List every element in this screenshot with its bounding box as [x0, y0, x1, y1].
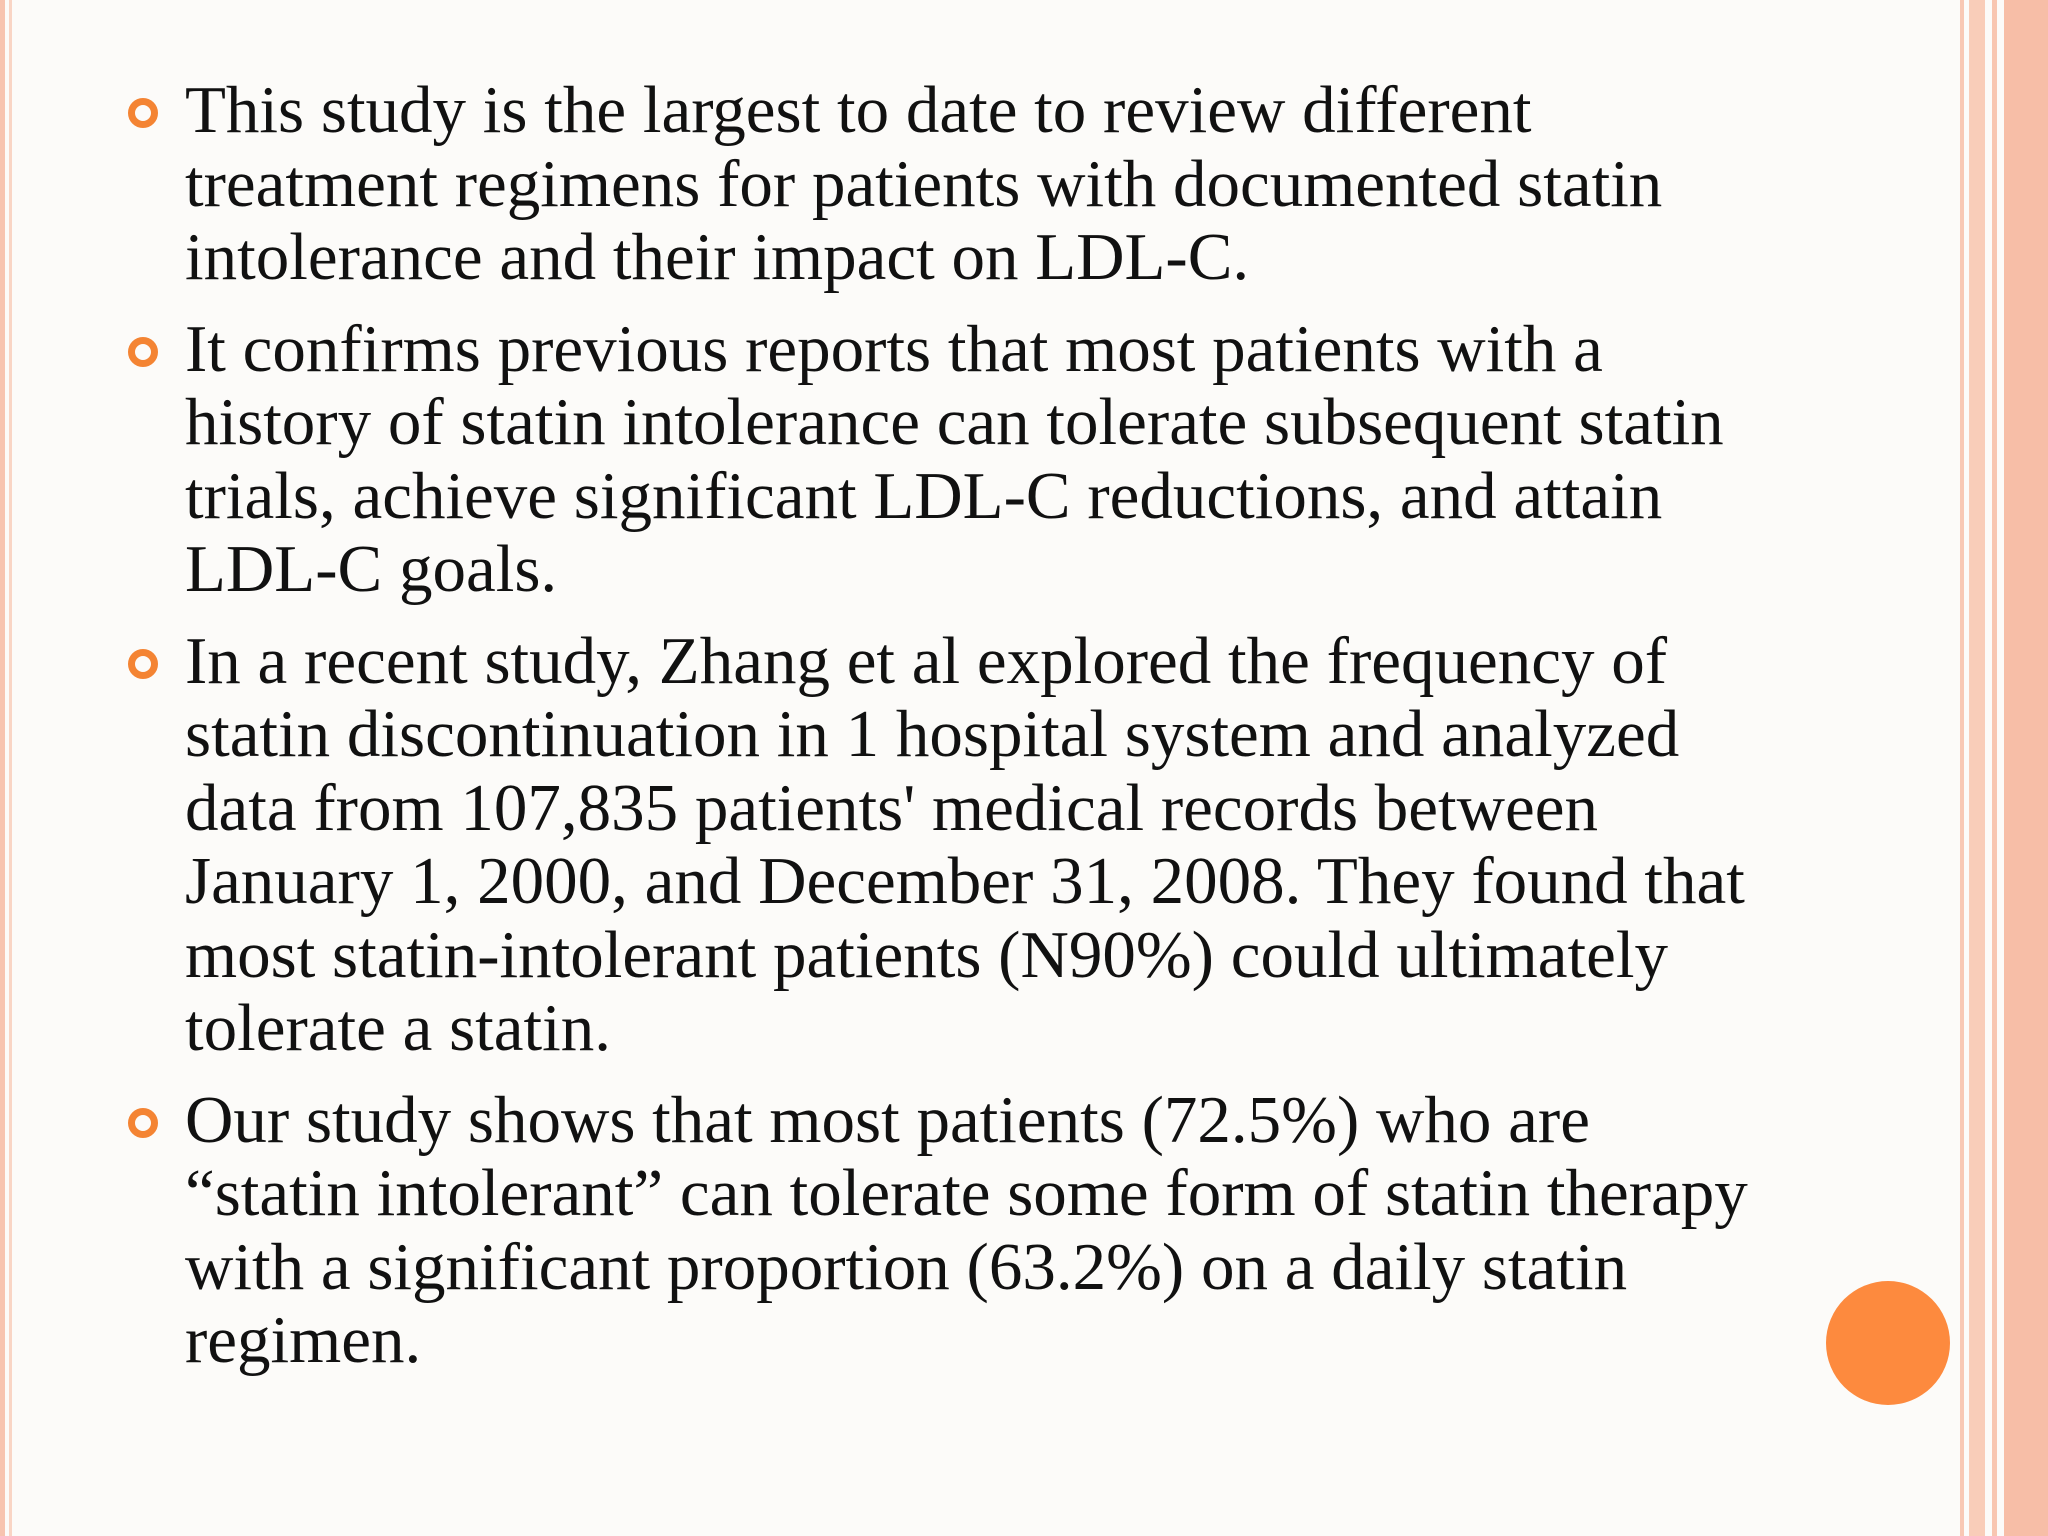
right-border-stripe — [1969, 0, 1985, 1536]
bullet-text: In a recent study, Zhang et al explored the frequency of statin discontinuation in 1 hospital system and analyzed data from 107,835 patients' medical records between January 1, 2000, and December 31, 2008. They found that most statin-intolerant patients (N90%) could ultimately tolerate a statin. — [185, 623, 1745, 1065]
right-border-stripe — [1992, 0, 1997, 1536]
hollow-circle-bullet-icon — [128, 649, 158, 679]
bullet-item — [128, 625, 1748, 1066]
orange-circle-decoration — [1826, 1281, 1950, 1405]
right-border-band — [2004, 0, 2048, 1536]
left-border-line-inner — [9, 0, 12, 1536]
bullet-text: Our study shows that most patients (72.5%) who are “statin intolerant” can tolerate some form of statin therapy with a significant proportion (63.2%) on a daily statin regimen. — [185, 1082, 1748, 1377]
bullet-item — [128, 313, 1748, 607]
bullet-item — [128, 74, 1748, 295]
left-border-line — [0, 0, 5, 1536]
bullet-item — [128, 1084, 1748, 1378]
hollow-circle-bullet-icon — [128, 337, 158, 367]
hollow-circle-bullet-icon — [128, 1108, 158, 1138]
right-border-stripe — [1960, 0, 1964, 1536]
hollow-circle-bullet-icon — [128, 98, 158, 128]
bullet-text: This study is the largest to date to review different treatment regimens for patients with documented statin intolerance and their impact on LDL-C. — [185, 73, 1663, 294]
bullet-list — [128, 74, 1748, 1396]
bullet-text: It confirms previous reports that most patients with a history of statin intolerance can tolerate subsequent statin trials, achieve significant LDL-C reductions, and attain LDL-C goals. — [185, 311, 1724, 606]
